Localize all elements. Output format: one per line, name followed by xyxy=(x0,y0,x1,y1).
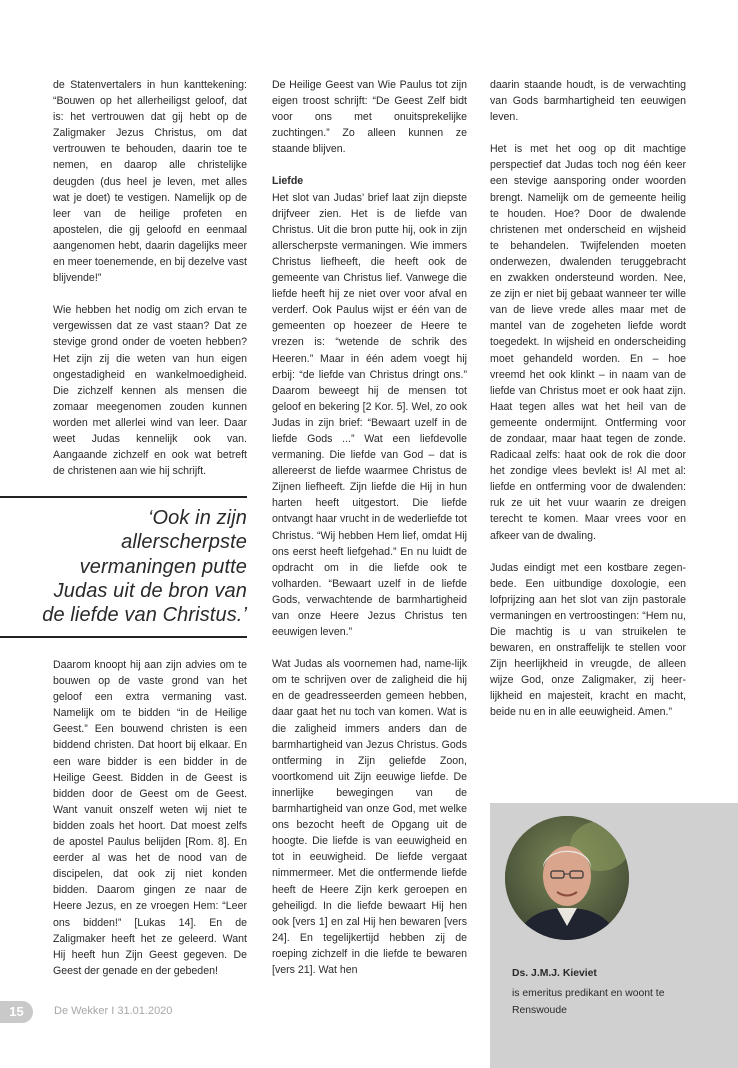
paragraph: Wat Judas als voornemen had, name-lijk om te schrijven over de zaligheid die hij en de geadresseerden gemeen hebben, daar gaat het nu toch van komen. Wat is die zaligheid immers anders dan de barmhartigheid van Jezus Christus. Gods ontferming in Zijn geliefde Zoon, voortkomend uit Zijn eeuwige liefde. De innerlijke bewegingen van de barmhartigheid van onze God, met welke ons bezocht heeft de Opgang uit de hoogte. Die liefde is van eeuwigheid en tot in eeuwigheid. De liefde vergaat nimmermeer. Met die ontfermende liefde heeft de Heere Zijn kerk geroepen en geheiligd. In die liefde bewaart Hij hen ook [vers 1] en zal Hij hen bewaren [vers 24]. En tegelijkertijd hebben zij de roeping zichzelf in die liefde te bewaren [vers 21]. Wat hen xyxy=(272,658,467,976)
footer-magazine: De Wekker I 31.01.2020 xyxy=(54,1005,173,1017)
pull-quote-text xyxy=(7,506,247,627)
page-number: 15 xyxy=(0,1001,33,1023)
paragraph: Het slot van Judas’ brief laat zijn diepste drijfveer zien. Het is de liefde van Christus. Uit die bron putte hij, ook in zijn allerscherpste vermaningen. Wie immers Christus liefheeft, die heeft ook de gemeente van Christus lief. Vanwege die liefde heeft hij ze niet over voor afval en verderf. Ook Paulus wijst er één van de gemeenten op hoezeer de Heere te vrezen is: “wetende de schrik des Heeren.” Maar in één adem voegt hij erbij: “de liefde van Christus dringt ons.” Daarom beweegt hij de mensen tot geloof en bekering [2 Kor. 5]. Wel, zo ook Judas in zijn brief: “Bewaart uzelf in de liefde Gods ...” Wat een liefdevolle vermaning. Die liefde van God – dat is allereerst de liefde waarmee Christus de Zijnen liefheeft. Zijn liefde die Hij in hun harten heeft uitgestort. Die liefde ontvangt haar vrucht in de wederliefde tot Christus. “Wij hebben Hem lief, omdat Hij ons eerst heeft liefgehad.” En nu luidt de opdracht om in die liefde ook te volharden. “Bewaart uzelf in de liefde Gods, verwachtende de barmhartigheid van onze Heere Jezus Christus ten eeuwigen leven.” xyxy=(272,191,467,639)
column-1-top xyxy=(53,77,247,495)
pull-quote-line: ‘Ook in zijn xyxy=(147,507,247,529)
column-2 xyxy=(272,77,467,994)
author-photo xyxy=(505,816,629,940)
paragraph: Het is met het oog op dit machtige perspectief dat Judas toch nog één keer een stevige aansporing onder woorden brengt. Namelijk om de gemeente heilig te houden. Hoe? Door de dwalende christenen met onderscheid en wijsheid te behandelen. Twijfelenden moeten onderwezen, dwalenden teruggebracht en zwakken ondersteund worden. Nee, ze zijn er niet bij gebaat wanneer ter wille van de lieve vrede alles maar met de mantel van de zogeheten liefde wordt toegedekt. In wijsheid en onderscheiding moet gehandeld worden. En – hoe vreemd het ook klinkt – in naam van de liefde van Christus moet er ook haat zijn. Haat tegen alles wat het heil van de gemeente ondermijnt. Ontferming voor de zondaar, maar haat tegen de zonde. Radicaal zelfs: haat ook de rok die door het zondige vlees bevlekt is! Al met al: liefde en ontferming voor de dwalenden: ruk ze uit het vuur waarin ze dreigen terecht te komen. Maar vrees voor en afkeer van de dwaling. xyxy=(490,143,686,542)
section-heading: Liefde xyxy=(272,175,304,188)
pull-quote xyxy=(0,496,247,638)
paragraph: Daarom knoopt hij aan zijn advies om te bouwen op de vaste grond van het geloof een extra vermaning vast. Namelijk om te bidden “in de Heilige Geest.” Een bouwend christen is een biddend christen. Dat hoort bij elkaar. En een ware bidder is een bidder in de Heilige Geest. Bidden in de Geest is bidden door de Geest om de Geest. Want vanuit onszelf weten wij niet te bidden zoals het hoort. Dat moest zelfs de apostel Paulus belijden [Rom. 8]. En eerder al was het de nood van de discipelen, dat ook zij niet konden bidden. Daarom gingen ze naar de Heere Jezus, en ze vroegen Hem: “Leer ons bidden!” [Lukas 14]. En de Zaligmaker heeft het ze geleerd. Want Hij heeft hun Zijn Geest gegeven. De Geest der genade en der gebeden! xyxy=(53,659,247,977)
pull-quote-line: allerscherpste xyxy=(121,531,247,554)
paragraph: Wie hebben het nodig om zich ervan te vergewissen dat ze vast staan? Dat ze stevige grond onder de voeten hebben? Het zijn zij die weten van hun eigen ongestadigheid en wankelmoedigheid. Die zichzelf kennen als mensen die zomaar meegenomen zouden kunnen worden met allerlei wind van leer. Daar weet Judas kennelijk ook van. Aangaande zichzelf en ook wat betreft de christenen aan wie hij schrijft. xyxy=(53,304,247,478)
author-description: is emeritus predikant en woont te Renswoude xyxy=(512,988,665,1016)
paragraph: De Heilige Geest van Wie Paulus tot zijn eigen troost schrijft: “De Geest Zelf bidt voor ons met onuitsprekelijke zuchtingen.” Zo alleen kunnen ze staande blijven. xyxy=(272,79,467,156)
paragraph: daarin staande houdt, is de verwachting van Gods barmhartigheid ten eeuwigen leven. xyxy=(490,79,686,124)
paragraph: de Statenvertalers in hun kanttekening: “Bouwen op het allerheiligst geloof, dat is: het vertrouwen dat gij hebt op de Zaligmaker Jezus Christus, om dat vertrouwen te behouden, daarin toe te nemen, en daarop alle christelijke deugden (dus heel je leven, met alles wat je doet) te vestigen. Namelijk op de leer van de heilige profeten en apostelen, die gij geloofd en eenmaal aangenomen hebt, daarin dagelijks meer en meer toenemende, en bij dezelve vast blijvende!” xyxy=(53,79,247,285)
pull-quote-line: de liefde van Christus.’ xyxy=(42,604,247,627)
author-name: Ds. J.M.J. Kieviet xyxy=(512,968,597,979)
portrait-image xyxy=(505,816,629,940)
pull-quote-line: vermaningen putte xyxy=(79,555,247,578)
column-3 xyxy=(490,77,686,737)
column-1-bottom xyxy=(53,657,247,995)
paragraph: Judas eindigt met een kostbare zegen-bede. Een uitbundige doxologie, een lofprijzing aan het slot van zijn pastorale vermaningen en vertroostingen: “Hem nu, Die machtig is u van struikelen te bewaren, en onstraffelijk te stellen voor Zijn heerlijkheid in vreugde, de alleen wijze God, onze Zaligmaker, zij heer-lijkheid en majesteit, kracht en macht, beide nu en in alle eeuwigheid. Amen.” xyxy=(490,561,686,719)
pull-quote-line: Judas uit de bron van xyxy=(53,579,247,602)
